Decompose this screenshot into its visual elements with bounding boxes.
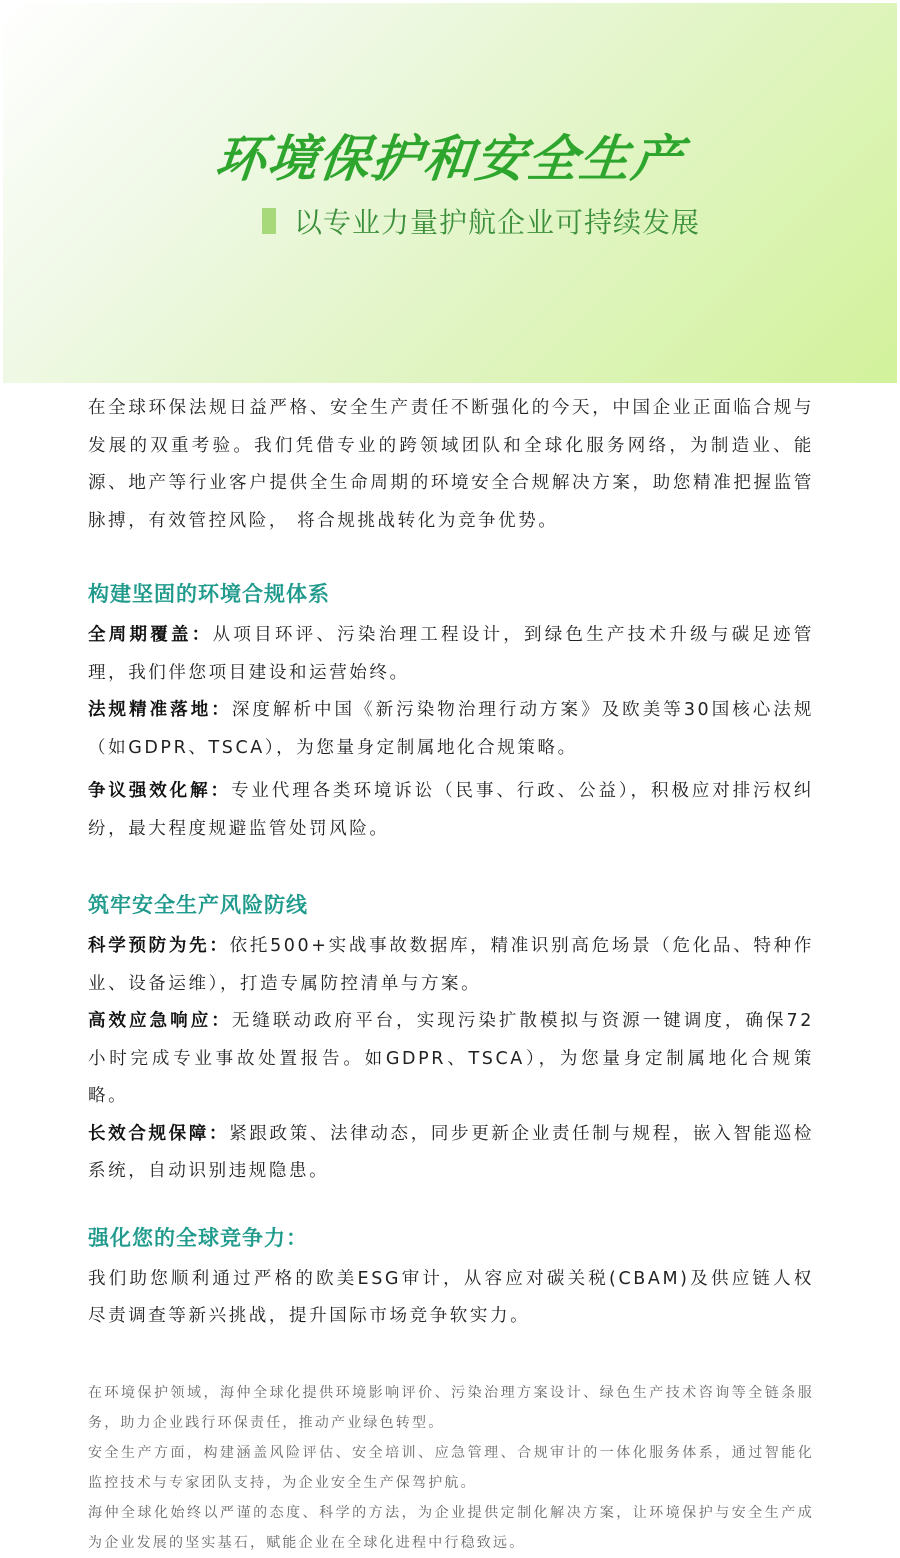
- competitiveness-paragraph: 我们助您顺利通过严格的欧美ESG审计，从容应对碳关税(CBAM)及供应链人权尽责调查等新兴挑战，提升国际市场竞争软实力。: [88, 1268, 814, 1326]
- safety-item-text: 紧跟政策、法律动态，同步更新企业责任制与规程，嵌入智能巡检系统，自动识别违规隐患。: [88, 1123, 814, 1181]
- summary-notes: [88, 1378, 814, 1558]
- env-item-lead: 争议强效化解：: [88, 781, 231, 801]
- section-heading-safety: 筑牢安全生产风险防线: [88, 893, 308, 917]
- article-body: [88, 390, 814, 1558]
- safety-item-lead: 科学预防为先：: [88, 936, 230, 956]
- subtitle-row: [262, 201, 700, 241]
- note-safety: 安全生产方面，构建涵盖风险评估、安全培训、应急管理、合规审计的一体化服务体系，通过智能化监控技术与专家团队支持，为企业安全生产保驾护航。: [88, 1444, 814, 1491]
- env-item-dispute: [88, 773, 814, 848]
- note-environment: 在环境保护领域，海仲全球化提供环境影响评价、污染治理方案设计、绿色生产技术咨询等全链条服务，助力企业践行环保责任，推动产业绿色转型。: [88, 1384, 814, 1431]
- safety-item-response: [88, 1003, 814, 1116]
- page-subtitle: 以专业力量护航企业可持续发展: [294, 206, 701, 239]
- page-title: 环境保护和安全生产: [212, 130, 687, 188]
- note-conclusion: 海仲全球化始终以严谨的态度、科学的方法，为企业提供定制化解决方案，让环境保护与安全生产成为企业发展的坚实基石，赋能企业在全球化进程中行稳致远。: [88, 1504, 814, 1551]
- env-item-text: 深度解析中国《新污染物治理行动方案》及欧美等30国核心法规（如GDPR、TSCA），为您量身定制属地化合规策略。: [88, 700, 815, 758]
- safety-item-lead: 长效合规保障：: [88, 1123, 230, 1144]
- intro-paragraph: 在全球环保法规日益严格、安全生产责任不断强化的今天，中国企业正面临合规与发展的双重考验。我们凭借专业的跨领域团队和全球化服务网络，为制造业、能源、地产等行业客户提供全生命周期的环境安全合规解决方案，助您精准把握监管脉搏，有效管控风险， 将合规挑战转化为竞争优势。: [88, 398, 814, 531]
- safety-item-text: 依托500+实战事故数据库，精准识别高危场景（危化品、特种作业、设备运维），打造专属防控清单与方案。: [88, 936, 814, 994]
- safety-item-prevention: [88, 928, 814, 1003]
- section-heading-competitiveness: 强化您的全球竞争力：: [88, 1225, 308, 1250]
- hero-banner: [3, 3, 897, 383]
- env-item-full-cycle: [88, 617, 814, 692]
- safety-item-assurance: [88, 1116, 814, 1191]
- env-item-text: 从项目环评、污染治理工程设计，到绿色生产技术升级与碳足迹管理，我们伴您项目建设和运营始终。: [88, 625, 814, 683]
- env-item-regulation: [88, 692, 814, 767]
- env-item-text: 专业代理各类环境诉讼（民事、行政、公益），积极应对排污权纠纷，最大程度规避监管处罚风险。: [88, 781, 814, 839]
- subtitle-accent-bar: [262, 208, 276, 234]
- section-heading-environment: 构建坚固的环境合规体系: [88, 582, 330, 606]
- env-item-lead: 全周期覆盖：: [88, 625, 213, 645]
- safety-item-text: 无缝联动政府平台，实现污染扩散模拟与资源一键调度，确保72小时完成专业事故处置报告。如GDPR、TSCA），为您量身定制属地化合规策略。: [88, 1011, 815, 1106]
- safety-item-lead: 高效应急响应：: [88, 1011, 232, 1031]
- env-item-lead: 法规精准落地：: [88, 700, 232, 720]
